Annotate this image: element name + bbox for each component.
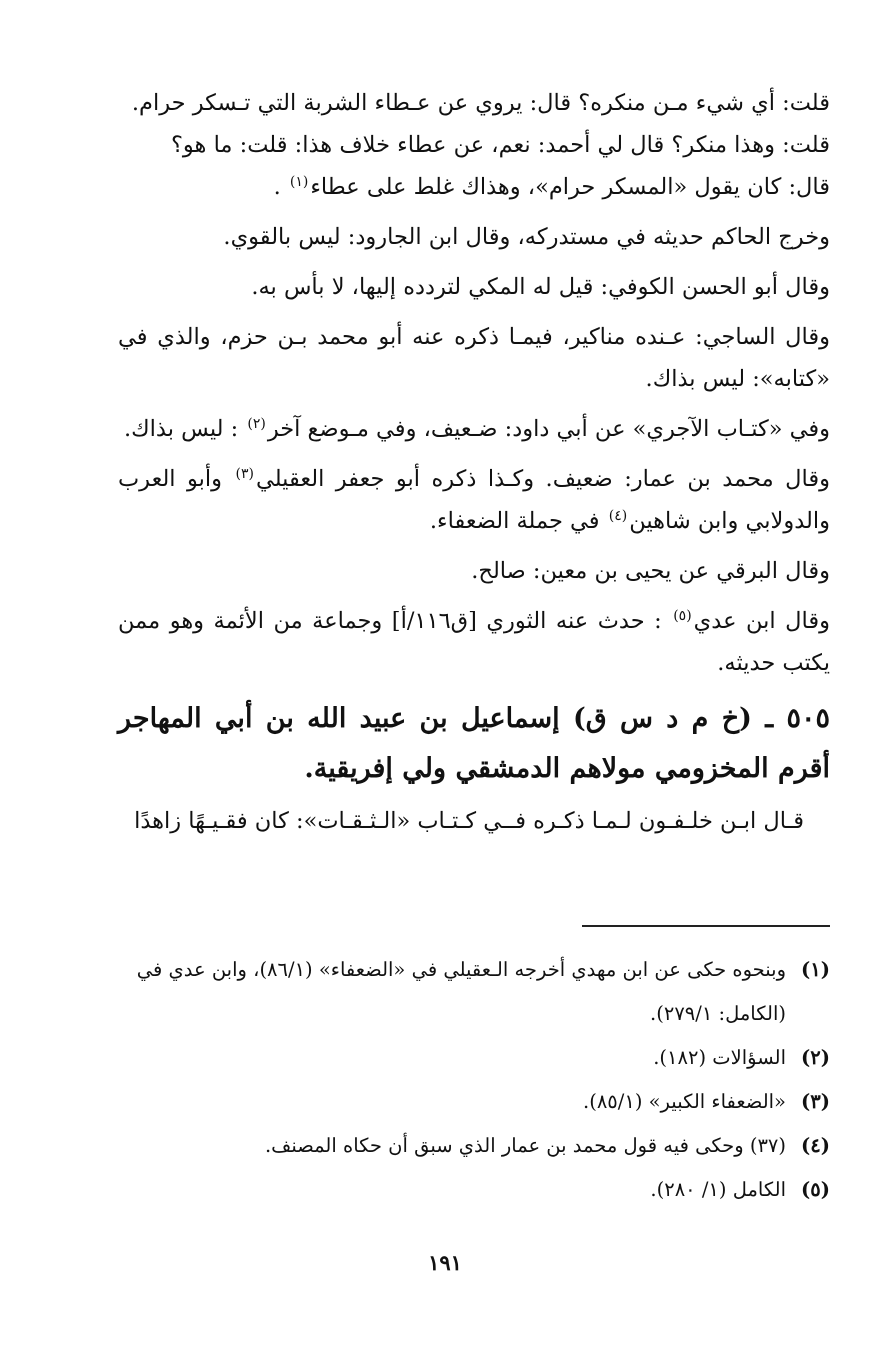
footnote-3 — [118, 1080, 830, 1124]
entry-heading: ٥٠٥ ـ (خ م د س ق) إسماعيل بن عبيد الله بن أبي المهاجر أقرم المخزومي مولاهم الدمشقي ولي إفريقية. — [118, 703, 830, 784]
footnote-4 — [118, 1124, 830, 1168]
paragraph-6-text: وقال محمد بن عمار: ضعيف. وكـذا ذكره أبو جعفر العقيلي — [255, 466, 830, 492]
paragraph-1-line-2: قلت: وهذا منكر؟ قال لي أحمد: نعم، عن عطاء خلاف هذا: قلت: ما هو؟ — [170, 132, 830, 158]
footnotes — [118, 948, 830, 1212]
footnote-text: (٣٧) وحكى فيه قول محمد بن عمار الذي سبق أن حكاه المصنف. — [264, 1134, 786, 1157]
footnote-text: وبنحوه حكى عن ابن مهدي أخرجه الـعقيلي في «الضعفاء» (٨٦/١)، وابن عدي في (الكامل: ٢٧٩/١). — [136, 958, 786, 1025]
paragraph-1-line-3-text: قال: كان يقول «المسكر حرام»، وهذاك غلط على عطاء — [310, 174, 830, 200]
entry-text: قـال ابـن خلـفـون لـمـا ذكـره فــي كـتـاب «الـثـقـات»: كان فقـيـهًا زاهدًا — [134, 808, 804, 834]
paragraph-6 — [118, 458, 830, 542]
footnote-number: (٢) — [801, 1046, 830, 1069]
paragraph-8-end: : حدث عنه الثوري [ق١١٦/أ] وجماعة من الأئمة وهو ممن يكتب حديثه. — [118, 608, 830, 676]
paragraph-1-line-3-end: . — [273, 174, 288, 200]
footnote-number: (١) — [801, 958, 830, 981]
footnote-ref-5[interactable]: (٥) — [673, 607, 692, 624]
paragraph-4: وقال الساجي: عـنده مناكير، فيمـا ذكره عنه أبو محمد بـن حزم، والذي في «كتابه»: ليس بذاك. — [118, 324, 830, 392]
footnote-text: «الضعفاء الكبير» (٨٥/١). — [583, 1090, 786, 1113]
paragraph-6-middle: وأبو العرب والدولابي وابن شاهين — [118, 466, 830, 534]
paragraph-1-line-3 — [118, 166, 830, 208]
paragraph-8 — [118, 600, 830, 684]
footnote-text: السؤالات (١٨٢). — [653, 1046, 786, 1069]
paragraph-1 — [118, 82, 830, 208]
paragraph-3: وقال أبو الحسن الكوفي: قيل له المكي لتردده إليها، لا بأس به. — [251, 274, 830, 300]
paragraph-8-text: وقال ابن عدي — [693, 608, 830, 634]
paragraph-5-text: وفي «كتـاب الآجري» عن أبي داود: ضـعيف، وفي مـوضع آخر — [267, 416, 830, 442]
footnote-number: (٣) — [801, 1090, 830, 1113]
paragraph-7: وقال البرقي عن يحيى بن معين: صالح. — [471, 558, 830, 584]
footnote-ref-4[interactable]: (٤) — [608, 507, 628, 524]
footnote-ref-2[interactable]: (٢) — [247, 415, 266, 432]
footnote-2 — [118, 1036, 830, 1080]
paragraph-1-line-1: قلت: أي شيء مـن منكره؟ قال: يروي عن عـطاء الشربة التي تـسكر حرام. — [131, 90, 830, 116]
footnote-1 — [118, 948, 830, 1036]
footnote-ref-1[interactable]: (١) — [289, 173, 309, 190]
paragraph-5 — [118, 408, 830, 450]
footnote-number: (٤) — [801, 1134, 830, 1157]
footnote-divider — [582, 925, 830, 927]
footnote-5 — [118, 1168, 830, 1212]
paragraph-5-end: : ليس بذاك. — [123, 416, 246, 442]
paragraph-2: وخرج الحاكم حديثه في مستدركه، وقال ابن الجارود: ليس بالقوي. — [223, 224, 830, 250]
footnote-text: الكامل (١/ ٢٨٠). — [650, 1178, 786, 1201]
paragraph-6-end: في جملة الضعفاء. — [429, 508, 607, 534]
page-number: ١٩١ — [428, 1250, 462, 1275]
footnote-ref-3[interactable]: (٣) — [235, 465, 254, 482]
footnote-number: (٥) — [801, 1178, 830, 1201]
